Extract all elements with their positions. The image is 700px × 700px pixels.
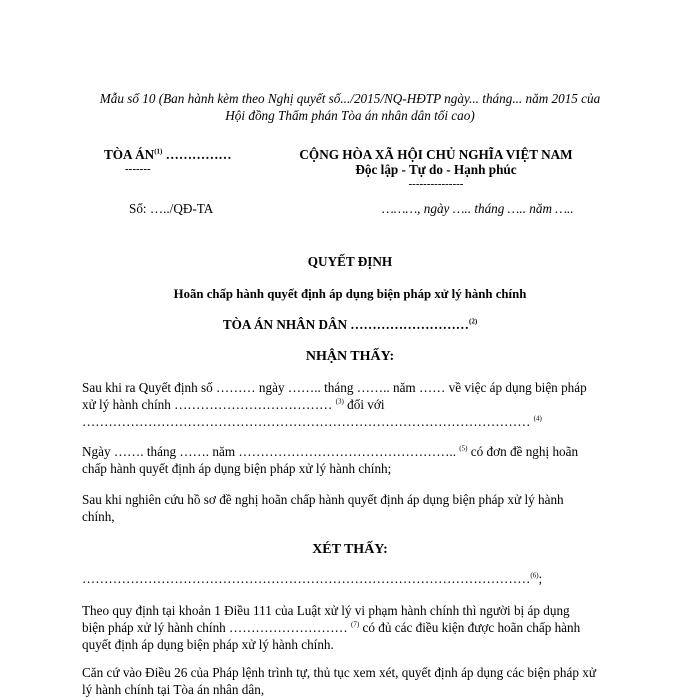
issuing-court-line — [0, 316, 700, 333]
findings-paragraph-2 — [82, 443, 622, 477]
issuing-court-text: TÒA ÁN NHÂN DÂN ……………………… — [222, 317, 469, 332]
considerations-dots: ………………………………………………………………………………………… — [82, 571, 531, 586]
considerations-p2-line2: lý hành chính tại Tòa án nhân dân, — [82, 682, 265, 698]
court-label: TÒA ÁN — [104, 147, 155, 162]
considerations-p1-line2 — [82, 619, 622, 636]
considerations-p1-line3: quyết định áp dụng biện pháp xử lý hành chính. — [82, 637, 334, 653]
footnote-2: (2) — [469, 317, 478, 326]
court-header-divider: ------- — [125, 163, 151, 175]
footnote-4: (4) — [533, 414, 542, 423]
national-motto: Độc lập - Tự do - Hạnh phúc — [355, 162, 517, 177]
place-date-line: ………, ngày ….. tháng ….. năm ….. — [382, 201, 574, 216]
footnote-5: (5) — [459, 444, 468, 453]
considerations-dots-end: ; — [538, 571, 543, 586]
form-header-note — [40, 90, 660, 124]
motto-divider: --------------- — [408, 178, 464, 190]
considerations-p1-line1: Theo quy định tại khoản 1 Điều 111 của Luật xử lý vi phạm hành chính thì người bị áp dụng — [82, 603, 570, 618]
findings-p2-line2: chấp hành quyết định áp dụng biện pháp xử lý hành chính; — [82, 461, 392, 477]
decision-title: QUYẾT ĐỊNH — [307, 254, 393, 269]
considerations-paragraph-1 — [82, 602, 622, 653]
footnote-7: (7) — [351, 620, 360, 629]
considerations-paragraph-2 — [82, 664, 642, 698]
findings-p3-line2: chính, — [82, 509, 115, 525]
national-title: CỘNG HÒA XÃ HỘI CHỦ NGHĨA VIỆT NAM — [299, 147, 573, 162]
findings-p3-line1: Sau khi nghiên cứu hồ sơ đề nghị hoãn chấp hành quyết định áp dụng biện pháp xử lý hành — [82, 492, 564, 507]
form-header-note-line1: Mẫu số 10 (Ban hành kèm theo Nghị quyết số.../2015/NQ-HĐTP ngày... tháng... năm 2015 của — [99, 91, 601, 106]
court-blank: …………… — [162, 147, 232, 162]
findings-p1-line3 — [82, 413, 622, 430]
findings-p2-line1-tail: có đơn đề nghị hoãn — [467, 444, 579, 459]
considerations-p1-line2-tail: có đủ các điều kiện được hoãn chấp hành — [359, 620, 581, 636]
findings-p2-line1-text: Ngày ……. tháng ……. năm ………………………………………….. — [82, 444, 460, 459]
decision-subtitle: Hoãn chấp hành quyết định áp dụng biện pháp xử lý hành chính — [173, 287, 527, 301]
form-header-note-line2: Hội đồng Thẩm phán Tòa án nhân dân tối cao) — [225, 108, 475, 124]
findings-p1-line2 — [82, 396, 622, 413]
footnote-6: (6) — [530, 571, 539, 580]
footnote-3: (3) — [335, 397, 344, 406]
footnote-1: (1) — [154, 147, 163, 156]
considerations-p2-line1: Căn cứ vào Điều 26 của Pháp lệnh trình tự, thủ tục xem xét, quyết định áp dụng các biện pháp xử — [82, 665, 597, 680]
findings-p2-line1 — [82, 443, 622, 460]
decision-number: Số: …../QĐ-TA — [129, 201, 214, 216]
section-heading-findings: NHẬN THẤY: — [305, 349, 395, 364]
findings-p1-line1: Sau khi ra Quyết định số ……… ngày …….. tháng …….. năm …… về việc áp dụng biện pháp — [82, 380, 587, 395]
findings-p1-line3-dots: ………………………………………………………………………………………… — [82, 414, 534, 430]
court-header — [104, 146, 232, 163]
findings-p1-line2-text: xử lý hành chính ……………………………… — [82, 397, 336, 413]
considerations-dots-line — [82, 570, 622, 587]
section-heading-considerations: XÉT THẤY: — [312, 542, 388, 557]
findings-p1-line2-tail: đối với — [343, 397, 385, 413]
considerations-p1-line2-text: biện pháp xử lý hành chính ……………………… — [82, 620, 352, 636]
findings-paragraph-3 — [82, 491, 622, 525]
findings-paragraph-1 — [82, 379, 622, 430]
